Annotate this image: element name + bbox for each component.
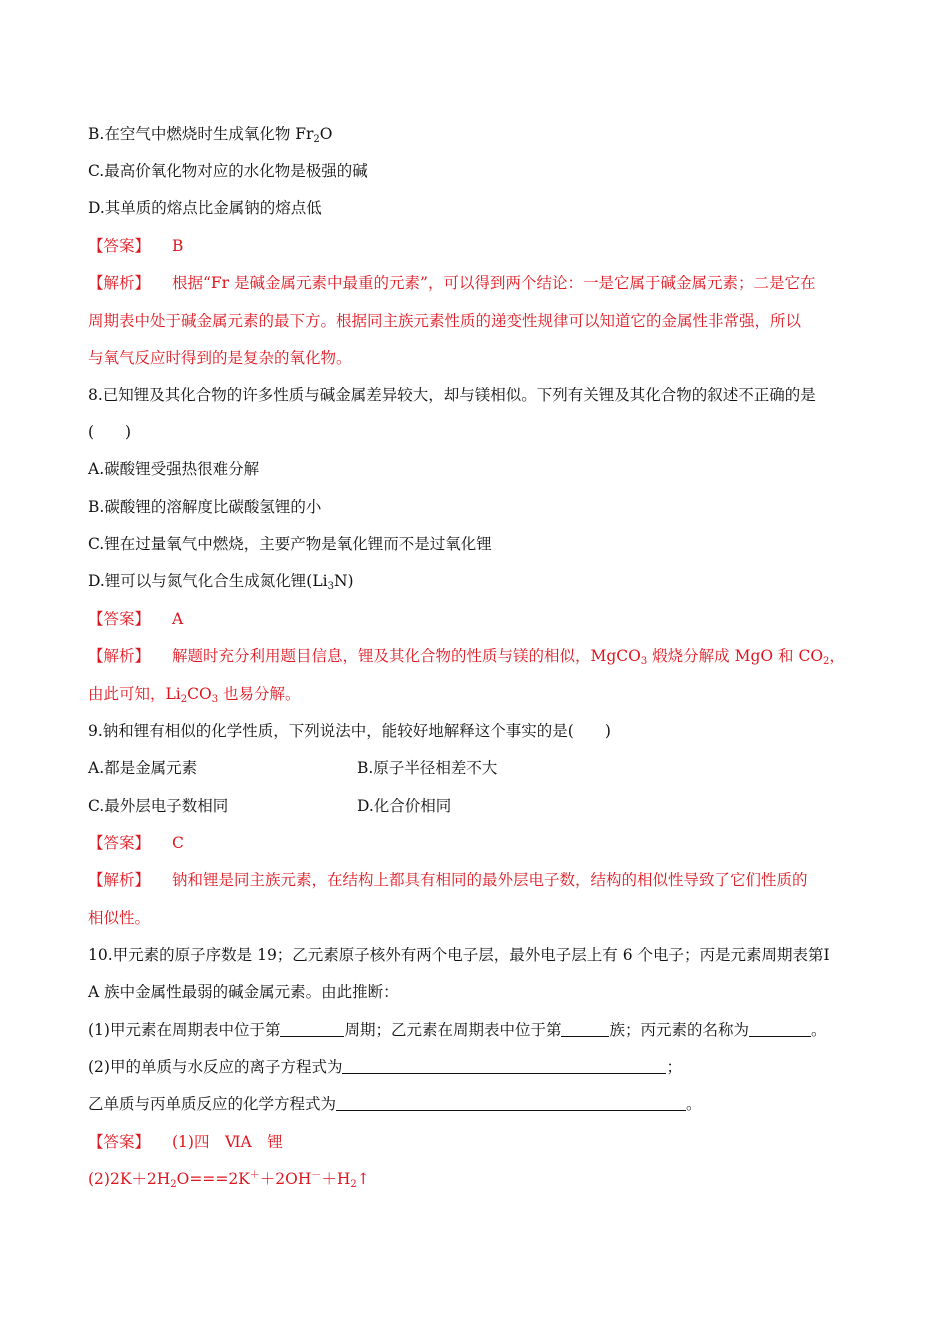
- q7-analysis-line-3: 与氧气反应时得到的是复杂的氧化物。: [88, 349, 352, 367]
- q9-stem: 9.钠和锂有相似的化学性质，下列说法中，能较好地解释这个事实的是( ): [88, 722, 611, 740]
- answer-label: 【答案】: [88, 1133, 151, 1151]
- analysis-label: 【解析】: [88, 647, 151, 665]
- answer-value: A: [172, 610, 184, 628]
- q9-analysis-line-2: 相似性。: [88, 909, 151, 927]
- q8-analysis-line-1: [88, 645, 845, 667]
- analysis-text: 也易分解。: [218, 685, 301, 703]
- analysis-label: 【解析】: [88, 274, 151, 292]
- subscript: 3: [211, 694, 219, 705]
- answer-value: C: [172, 834, 184, 852]
- part-text: 。: [686, 1095, 702, 1113]
- superscript: －: [311, 1170, 322, 1181]
- equation-text: ↑: [356, 1170, 370, 1188]
- subscript: 2: [180, 694, 188, 705]
- analysis-text: 煅烧分解成 MgO 和 CO: [647, 647, 824, 665]
- q7-option-b: [88, 123, 333, 145]
- q7-option-b-text: B.在空气中燃烧时生成氧化物 Fr: [88, 125, 314, 143]
- q8-stem-line-2: ( ): [88, 423, 132, 441]
- q10-part-1: [88, 1019, 827, 1041]
- analysis-text: CO: [187, 685, 212, 703]
- subscript: 2: [350, 1179, 357, 1190]
- equation-text: ＋H: [321, 1170, 351, 1188]
- q7-option-b-text-end: O: [319, 125, 333, 143]
- q10-stem-line-2: A 族中金属性最弱的碱金属元素。由此推断：: [88, 983, 399, 1001]
- superscript: ＋: [249, 1170, 260, 1181]
- subscript: 3: [640, 656, 648, 667]
- answer-label: 【答案】: [88, 610, 151, 628]
- equation-text: ＋2OH: [259, 1170, 312, 1188]
- q7-option-d: D.其单质的熔点比金属钠的熔点低: [88, 199, 322, 217]
- answer-blank[interactable]: [561, 1022, 609, 1037]
- q10-answer-equation: [88, 1168, 370, 1190]
- subscript: 2: [170, 1179, 177, 1190]
- analysis-text: ，: [829, 647, 845, 665]
- q8-stem-line-1: 8.已知锂及其化合物的许多性质与碱金属差异较大，却与镁相似。下列有关锂及其化合物的叙述不正确的是: [88, 386, 816, 404]
- analysis-text: 钠和锂是同主族元素，在结构上都具有相同的最外层电子数，结构的相似性导致了它们性质的: [172, 871, 808, 889]
- q9-option-b: B.原子半径相差不大: [357, 759, 498, 777]
- answer-blank[interactable]: [336, 1096, 686, 1111]
- q8-option-a: A.碳酸锂受强热很难分解: [88, 460, 260, 478]
- analysis-text: 由此可知，Li: [88, 685, 181, 703]
- q8-option-b: B.碳酸锂的溶解度比碳酸氢锂的小: [88, 498, 322, 516]
- q8-analysis-line-2: [88, 683, 301, 705]
- q7-analysis-line-1: [88, 272, 815, 294]
- q9-analysis-line-1: [88, 869, 808, 891]
- part-text: 。: [811, 1021, 827, 1039]
- part-text: 周期；乙元素在周期表中位于第: [344, 1021, 562, 1039]
- answer-blank[interactable]: [749, 1022, 811, 1037]
- q7-option-c: C.最高价氧化物对应的水化物是极强的碱: [88, 162, 368, 180]
- q8-option-d: [88, 570, 354, 592]
- subscript: 3: [327, 581, 334, 592]
- q9-option-d: D.化合价相同: [357, 797, 452, 815]
- equation-text: O===2K: [176, 1170, 250, 1188]
- answer-value: (1)四 ⅥA 锂: [172, 1133, 283, 1151]
- q7-analysis-line-2: 周期表中处于碱金属元素的最下方。根据同主族元素性质的递变性规律可以知道它的金属性非常强，所以: [88, 312, 802, 330]
- q8-answer: [88, 608, 183, 630]
- q7-answer: [88, 235, 183, 257]
- q9-option-a: A.都是金属元素: [88, 759, 198, 777]
- q8-option-c: C.锂在过量氧气中燃烧，主要产物是氧化锂而不是过氧化锂: [88, 535, 492, 553]
- q8-option-d-text: D.锂可以与氮气化合生成氮化锂(Li: [88, 572, 328, 590]
- q10-stem-line-1: 10.甲元素的原子序数是 19；乙元素原子核外有两个电子层，最外电子层上有 6 个电子；丙是元素周期表第Ⅰ: [88, 946, 830, 964]
- answer-value: B: [172, 237, 184, 255]
- part-text: 乙单质与丙单质反应的化学方程式为: [88, 1095, 337, 1113]
- analysis-text: 解题时充分利用题目信息，锂及其化合物的性质与镁的相似，MgCO: [172, 647, 641, 665]
- q10-part-2: [88, 1056, 682, 1078]
- subscript: 2: [313, 134, 320, 145]
- part-text: (1)甲元素在周期表中位于第: [88, 1021, 281, 1039]
- answer-blank[interactable]: [342, 1059, 666, 1074]
- analysis-text: 根据“Fr 是碱金属元素中最重的元素”，可以得到两个结论：一是它属于碱金属元素；二是它在: [172, 274, 816, 292]
- q10-part-3: [88, 1093, 702, 1115]
- answer-label: 【答案】: [88, 834, 151, 852]
- part-text: ；: [666, 1058, 682, 1076]
- equation-text: (2)2K＋2H: [88, 1170, 171, 1188]
- part-text: (2)甲的单质与水反应的离子方程式为: [88, 1058, 343, 1076]
- subscript: 2: [823, 656, 830, 667]
- answer-blank[interactable]: [280, 1022, 344, 1037]
- part-text: 族；丙元素的名称为: [609, 1021, 749, 1039]
- q10-answer: [88, 1131, 283, 1153]
- q9-option-c: C.最外层电子数相同: [88, 797, 229, 815]
- answer-label: 【答案】: [88, 237, 151, 255]
- q8-option-d-text-end: N): [333, 572, 354, 590]
- q9-answer: [88, 832, 184, 854]
- analysis-label: 【解析】: [88, 871, 151, 889]
